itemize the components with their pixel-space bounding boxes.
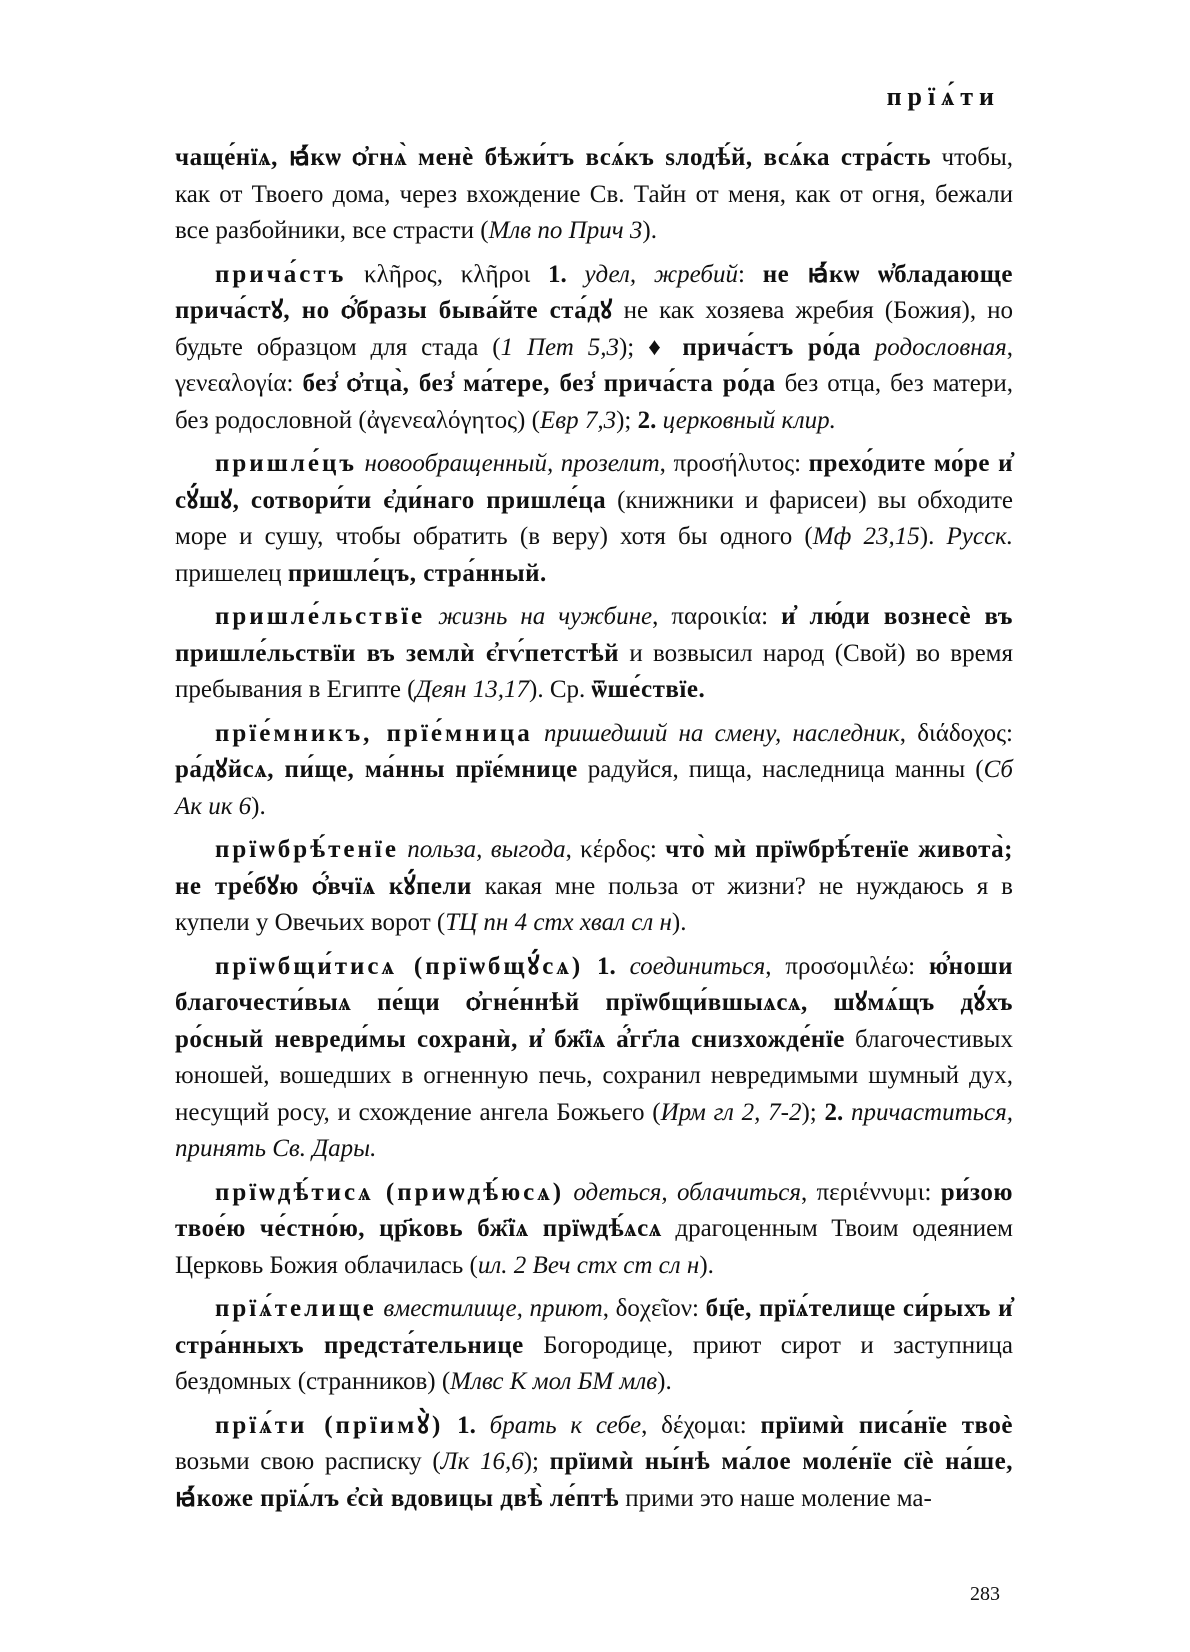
sense-number: 1. <box>457 1411 476 1439</box>
dictionary-entry <box>175 599 1013 709</box>
plain-text: радуйся, пища, наследница манны ( <box>577 756 984 783</box>
italic-gloss: пришедший на смену, наследник <box>532 719 900 747</box>
plain-text <box>443 1412 457 1439</box>
sense-number: 1. <box>547 260 567 288</box>
church-slavonic-text: прича́стъ ро́да <box>682 333 861 361</box>
dictionary-entry <box>175 257 1013 440</box>
italic-gloss: брать к себе <box>475 1411 642 1439</box>
headword: прїе́мникъ, прїе́мница <box>215 719 533 747</box>
plain-text: какая мне польза от жизни? не нуждаюсь я в купели у Овечьих ворот ( <box>175 872 1013 936</box>
italic-gloss: Деян 13,17 <box>415 676 530 703</box>
plain-text: драгоценным Твоим одеянием Церковь Божия облачилась ( <box>175 1215 1013 1279</box>
italic-gloss: причаститься, принять Св. Дары. <box>175 1098 1013 1162</box>
plain-text: ). <box>251 792 266 820</box>
dictionary-entry <box>175 832 1013 942</box>
plain-text: ). <box>919 523 947 550</box>
dictionary-entry <box>175 716 1013 826</box>
church-slavonic-text: ѿше́ствїе. <box>591 676 706 703</box>
italic-gloss: ТЦ пн 4 стх хвал сл н <box>445 909 672 936</box>
page-number: 283 <box>970 1583 1000 1605</box>
headword: прича́стъ <box>215 260 347 288</box>
italic-gloss: Лк 16,6 <box>440 1448 524 1475</box>
church-slavonic-text: без̾ ѻ҆тца̀, без̾ ма́тере, без̾ прича́ста ро́да <box>302 370 776 397</box>
headword: прїѡбрѣ́тенїе <box>215 836 399 863</box>
church-slavonic-text: бц҃е, прїѧ́телище си́рыхъ и҆ стра́нныхъ предста́тельнице <box>175 1295 1013 1359</box>
italic-gloss: новообращенный, прозелит <box>356 450 660 477</box>
church-slavonic-text: что̀ мѝ прїѡбрѣ́тенїе живота̀; не тре́бꙋю ѻ҆́вчїѧ кꙋ́пели <box>175 836 1014 900</box>
dictionary-entry <box>175 1175 1013 1285</box>
plain-text: κλῆρος, κλῆροι <box>346 260 548 288</box>
plain-text: ). <box>657 1368 672 1395</box>
church-slavonic-text: ю҆́ноши благочести́выѧ пе́щи ѻ҆гне́ннѣй прїѡбщи́вшыѧсѧ, шꙋмѧ́щъ дꙋ́хъ ро́сный невреди́мы сохранѝ, и҆ бж҃їѧ а҆́гг҃ла снизхожде́нїе <box>175 952 1013 1053</box>
plain-text: чтобы, как от Твоего дома, через вхождение Св. Тайн от меня, как от огня, бежали все разбойники, все страсти ( <box>175 144 1013 244</box>
plain-text <box>583 953 597 980</box>
church-slavonic-text: прїимѝ ны́нѣ ма́лое моле́нїе сїѐ на́ше, ꙗ҆́коже прїѧ́лъ є҆сѝ вдовицы двѣ̀ ле́птѣ <box>175 1448 1013 1512</box>
plain-text: , παροικία: <box>652 603 782 630</box>
church-slavonic-text: прехо́дите мо́ре и҆ сꙋ́шꙋ, сотвори́ти є҆ди́наго пришле́ца <box>175 450 1013 514</box>
plain-text: прими это наше моление ма- <box>619 1484 932 1512</box>
italic-gloss: Мф 23,15 <box>812 523 920 550</box>
church-slavonic-text: и҆ лю́ди вознесѐ въ пришле́льствїи въ землѝ є҆гѵ́петстѣй <box>175 603 1013 667</box>
plain-text: ). Ср. <box>529 676 592 703</box>
italic-gloss: соединиться <box>615 952 766 980</box>
plain-text: Богородице, приют сирот и заступница бездомных (странников) ( <box>175 1331 1013 1395</box>
italic-gloss: Млвс К мол БМ млв <box>450 1368 658 1395</box>
plain-text: : <box>737 260 763 288</box>
headword: пришле́льствїе <box>215 603 426 630</box>
church-slavonic-text: прїимѝ писа́нїе твоѐ <box>760 1411 1013 1439</box>
plain-text: не как хозяева жребия (Божия), но будьте образцом для стада ( <box>175 297 1013 361</box>
dictionary-entry <box>175 140 1013 250</box>
church-slavonic-text: чаще́нїѧ, ꙗ҆́кѡ ѻ҆гнѧ̀ менѐ бѣжи́тъ всѧ́къ ѕлодѣ́й, всѧ́ка стра́сть <box>175 144 932 171</box>
headword: прїѡдѣ́тисѧ (приѡдѣ́юсѧ) <box>215 1178 565 1206</box>
italic-gloss: ил. 2 Веч стх ст сл н <box>477 1251 700 1279</box>
plain-text: ). <box>699 1251 714 1279</box>
church-slavonic-text: ра́дꙋйсѧ, пи́ще, ма́нны прїе́мнице <box>175 756 578 783</box>
headword: прїѧ́ти (прїимꙋ̀) <box>215 1411 444 1439</box>
headword: прїѧ́телище <box>215 1295 377 1322</box>
dictionary-body <box>175 140 1013 1524</box>
headword: пришле́цъ <box>215 450 357 477</box>
italic-gloss: Млв по Прич 3 <box>488 217 643 244</box>
plain-text: , προσήλυτος: <box>659 450 809 477</box>
plain-text: и возвысил народ (Свой) во время пребывания в Египте ( <box>175 639 1013 703</box>
running-head: прїѧ́ти <box>886 82 1000 111</box>
plain-text: пришелец <box>175 559 288 587</box>
dictionary-entry <box>175 949 1013 1168</box>
italic-gloss: удел, жребий <box>566 260 738 288</box>
sense-number: 2. <box>637 406 657 434</box>
plain-text: (книжники и фарисеи) вы обходите море и сушу, чтобы обратить (в веру) хотя бы одного ( <box>175 486 1013 550</box>
italic-gloss: родословная <box>860 333 1007 361</box>
italic-gloss: вместилище, приют <box>376 1295 603 1322</box>
plain-text: благочестивых юношей, вошедших в огненную печь, сохранил невредимыми шумный дух, несущий росу, и схождение ангела Божьего ( <box>175 1025 1013 1126</box>
dictionary-entry <box>175 1291 1013 1401</box>
plain-text: ). <box>642 217 657 244</box>
plain-text: , προσομιλέω: <box>765 952 929 980</box>
plain-text: , κέρδος: <box>565 836 666 863</box>
italic-gloss: Русск. <box>946 523 1014 550</box>
italic-gloss: жизнь на чужбине <box>425 603 653 630</box>
italic-gloss: Евр 7,3 <box>539 406 617 434</box>
plain-text: , διάδοχος: <box>899 719 1014 747</box>
plain-text: , δοχεῖον: <box>602 1295 706 1322</box>
plain-text: ); <box>523 1448 550 1475</box>
church-slavonic-text: ри́зою твое́ю че́стно́ю, цр҃ковь бж҃їѧ прїѡдѣ́ѧсѧ <box>175 1178 1014 1242</box>
italic-gloss: одеться, облачиться <box>564 1178 802 1206</box>
sense-number: 1. <box>597 952 616 980</box>
plain-text: , γενεαλογία: <box>175 333 1014 397</box>
plain-text: без отца, без матери, без родословной (ἀγενεαλόγητος) ( <box>175 370 1013 434</box>
italic-gloss: польза, выгода <box>398 836 566 863</box>
sense-number: 2. <box>824 1098 844 1126</box>
dictionary-entry <box>175 446 1013 592</box>
plain-text: ); <box>616 406 638 434</box>
dictionary-entry <box>175 1408 1013 1518</box>
headword: прїѡбщи́тисѧ (прїѡбщꙋ́сѧ) <box>215 952 584 980</box>
italic-gloss: Ирм гл 2, 7-2 <box>660 1098 802 1126</box>
church-slavonic-text: пришле́цъ, стра́нный. <box>287 559 547 587</box>
italic-gloss: церковный клир. <box>656 406 836 434</box>
church-slavonic-text: не ꙗ҆́кѡ ѡ҆бладающе прича́стꙋ, но ѻ҆́бразы быва́йте ста́дꙋ <box>175 260 1013 324</box>
plain-text: , δέχομαι: <box>641 1411 761 1439</box>
plain-text: ); ♦ <box>618 333 683 361</box>
italic-gloss: 1 Пет 5,3 <box>500 333 619 361</box>
plain-text: ). <box>671 909 687 936</box>
plain-text: возьми свою расписку ( <box>175 1448 441 1475</box>
plain-text: , περιέννυμι: <box>801 1178 941 1206</box>
italic-gloss: Сб Ак ик 6 <box>175 756 1013 820</box>
plain-text: ); <box>801 1098 825 1126</box>
